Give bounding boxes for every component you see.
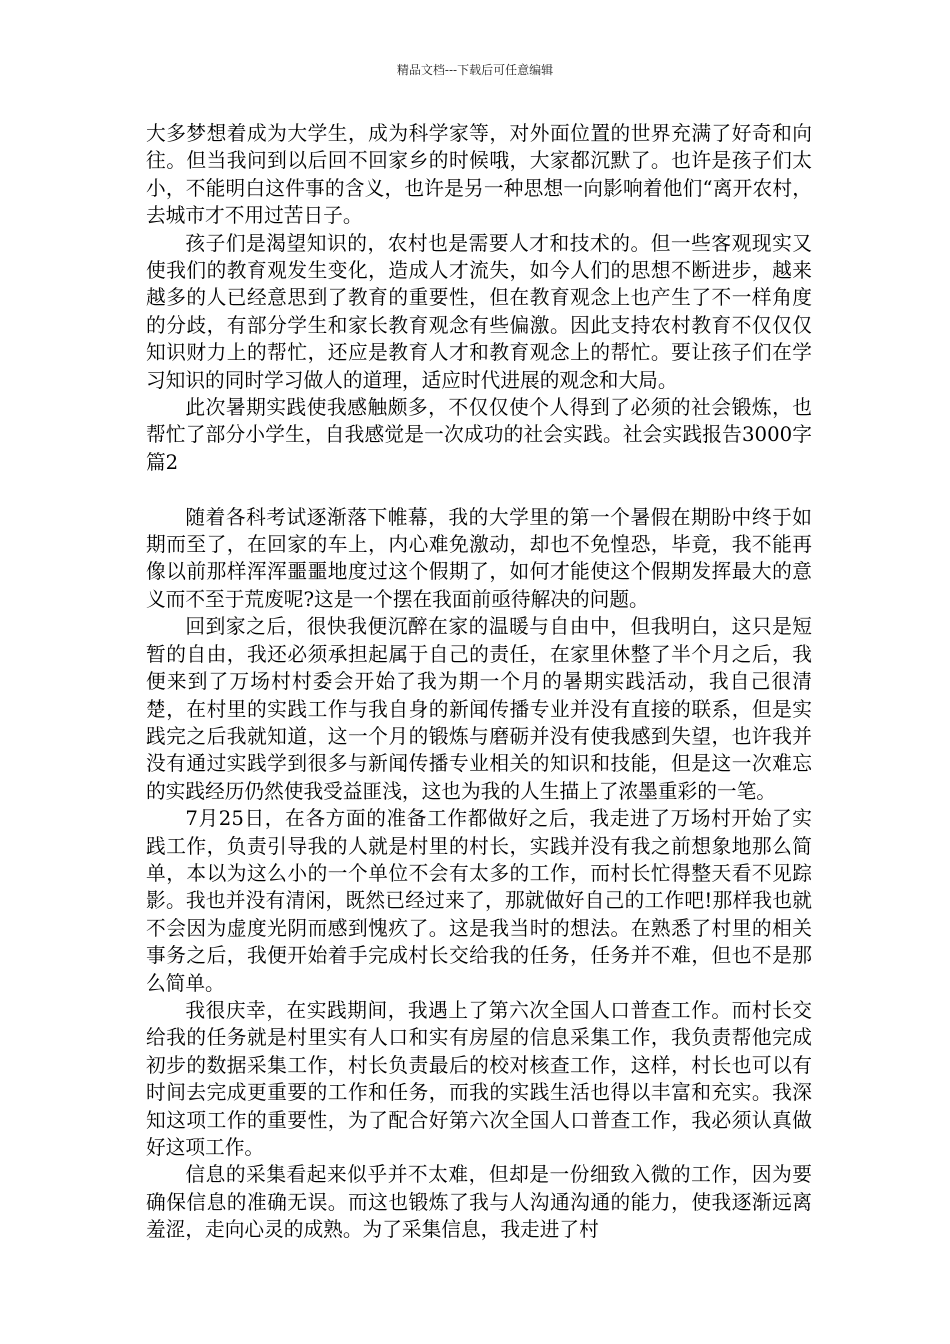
document-body <box>146 120 812 1244</box>
paragraph: 7月25日，在各方面的准备工作都做好之后，我走进了万场村开始了实践工作，负责引导我的人就是村里的村长，实践并没有我之前想象地那么简单，本以为这么小的一个单位不会有太多的工作，而村长忙得整天看不见踪影。我也并没有清闲，既然已经过来了，那就做好自己的工作吧!那样我也就不会因为虚度光阴而感到愧疚了。这是我当时的想法。在熟悉了村里的相关事务之后，我便开始着手完成村长交给我的任务，任务并不难，但也不是那么简单。 <box>146 807 812 995</box>
paragraph: 我很庆幸，在实践期间，我遇上了第六次全国人口普查工作。而村长交给我的任务就是村里实有人口和实有房屋的信息采集工作，我负责帮他完成初步的数据采集工作，村长负责最后的校对核查工作，这样，村长也可以有时间去完成更重要的工作和任务，而我的实践生活也得以丰富和充实。我深知这项工作的重要性，为了配合好第六次全国人口普查工作，我必须认真做好这项工作。 <box>146 998 812 1160</box>
paragraph: 孩子们是渴望知识的，农村也是需要人才和技术的。但一些客观现实又使我们的教育观发生变化，造成人才流失，如今人们的思想不断进步，越来越多的人已经意思到了教育的重要性，但在教育观念上也产生了不一样角度的分歧，有部分学生和家长教育观念有些偏激。因此支持农村教育不仅仅仅知识财力上的帮忙，还应是教育人才和教育观念上的帮忙。要让孩子们在学习知识的同时学习做人的道理，适应时代进展的观念和大局。 <box>146 231 812 392</box>
page-header: 精品文档---下载后可任意编辑 <box>396 63 554 77</box>
paragraph: 信息的采集看起来似乎并不太难，但却是一份细致入微的工作，因为要确保信息的准确无误。而这也锻炼了我与人沟通沟通的能力，使我逐渐远离羞涩，走向心灵的成熟。为了采集信息，我走进了村 <box>146 1163 812 1242</box>
paragraph: 随着各科考试逐渐落下帷幕，我的大学里的第一个暑假在期盼中终于如期而至了，在回家的车上，内心难免激动，却也不免惶恐，毕竟，我不能再像以前那样浑浑噩噩地度过这个假期了，如何才能使这个假期发挥最大的意义而不至于荒废呢?这是一个摆在我面前亟待解决的问题。 <box>146 505 812 611</box>
paragraph: 回到家之后，很快我便沉醉在家的温暖与自由中，但我明白，这只是短暂的自由，我还必须承担起属于自己的责任，在家里休整了半个月之后，我便来到了万场村村委会开始了我为期一个月的暑期实践活动，我自己很清楚，在村里的实践工作与我自身的新闻传播专业并没有直接的联系，但是实践完之后我就知道，这一个月的锻炼与磨砺并没有使我感到失望，也许我并没有通过实践学到很多与新闻传播专业相关的知识和技能，但是这一次难忘的实践经历仍然使我受益匪浅，这也为我的人生描上了浓墨重彩的一笔。 <box>146 615 812 803</box>
paragraph: 此次暑期实践使我感触颇多，不仅仅使个人得到了必须的社会锻炼，也帮忙了部分小学生，自我感觉是一次成功的社会实践。社会实践报告3000字篇2 <box>146 396 812 474</box>
blank-line <box>146 476 812 503</box>
paragraph-continued: 大多梦想着成为大学生，成为科学家等，对外面位置的世界充满了好奇和向往。但当我问到以后回不回家乡的时候哦，大家都沉默了。也许是孩子们太小，不能明白这件事的含义，也许是另一种思想一向影响着他们“离开农村，去城市才不用过苦日子。 <box>146 122 812 228</box>
